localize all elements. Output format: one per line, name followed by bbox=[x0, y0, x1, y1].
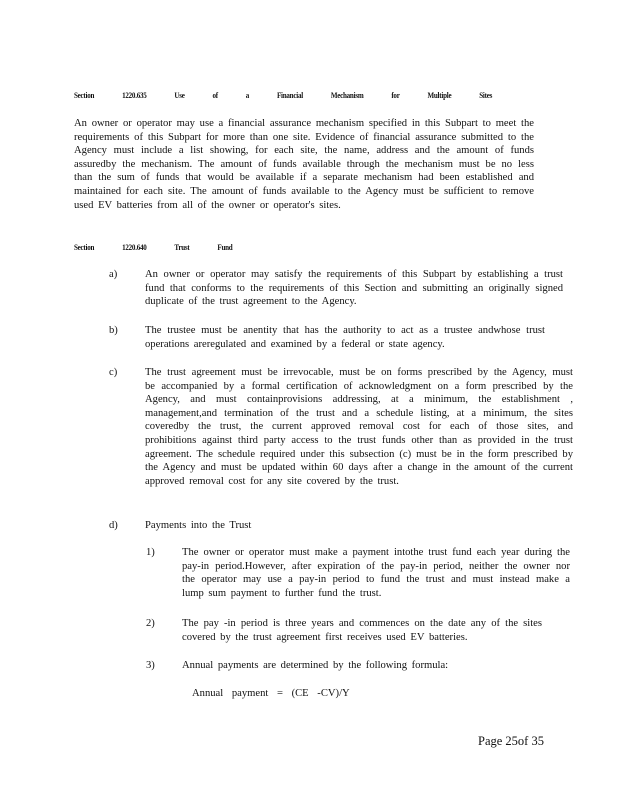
subsection-d-3 bbox=[146, 659, 542, 673]
subsection-c bbox=[109, 366, 573, 488]
heading-word: for bbox=[391, 90, 400, 100]
section-1220-640-heading bbox=[74, 242, 260, 252]
heading-word: Use bbox=[174, 90, 185, 100]
heading-word: Section bbox=[74, 90, 95, 100]
heading-section-number: 1220.640 bbox=[122, 242, 147, 252]
heading-word: a bbox=[245, 90, 250, 100]
subsection-d-label: d) bbox=[109, 520, 118, 531]
heading-word: Multiple bbox=[427, 90, 452, 100]
subsection-a-label: a) bbox=[109, 269, 118, 280]
subsection-a bbox=[109, 268, 563, 309]
annual-payment-formula: Annual payment = (CE -CV)/Y bbox=[192, 688, 350, 699]
subsection-d-title: Payments into the Trust bbox=[145, 520, 252, 531]
heading-word: of bbox=[212, 90, 218, 100]
subsection-d-2-label: 2) bbox=[146, 618, 155, 629]
subsection-b-label: b) bbox=[109, 325, 118, 336]
section-1220-635-paragraph: An owner or operator may use a financial assurance mechanism specified in this Subpart to meet the requirements of this Subpart for more than one site. Evidence of financial assurance submitted to the Agency must include a list showing, for each site, the name, address and the amount of funds assuredby the mechanism. The amount of funds available through the mechanism must be no less than the sum of funds that would be available if a separate mechanism had been established and maintained for each site. The amount of funds available to the Agency must be sufficient to remove used EV batteries from all of the owner or operator's sites. bbox=[74, 118, 534, 211]
subsection-c-text: The trust agreement must be irrevocable, must be on forms prescribed by the Agency, must be accompanied by a formal certification of acknowledgment on a form prescribed by the Agency, and must containprovisions addressing, at a minimum, the establishment , management,and termination of the trust and a schedule listing, at a minimum, the sites coveredby the trust, the current approved removal cost for each of those sites, and prohibitions against third party access to the trust funds other than as provided in the trust agreement. The schedule required under this subsection (c) must be in the form prescribed by the Agency and must be updated within 60 days after a change in the amount of the current approved removal cost for any site covered by the trust. bbox=[145, 367, 573, 487]
subsection-d-3-text: Annual payments are determined by the following formula: bbox=[182, 660, 449, 671]
subsection-d-1-text: The owner or operator must make a payment intothe trust fund each year during the pay-in period.However, after expiration of the pay-in period, neither the owner nor the operator may use a pay-in period to fund the trust and must instead make a lump sum payment to further fund the trust. bbox=[182, 547, 570, 599]
heading-word: Section bbox=[74, 242, 95, 252]
section-1220-635-heading bbox=[74, 90, 520, 100]
subsection-d bbox=[109, 519, 445, 533]
heading-word: Sites bbox=[479, 90, 493, 100]
subsection-b-text: The trustee must be anentity that has the authority to act as a trustee andwhose trust operations areregulated and examined by a federal or state agency. bbox=[145, 325, 545, 350]
heading-word: Financial bbox=[276, 90, 303, 100]
heading-section-number: 1220.635 bbox=[122, 90, 147, 100]
subsection-d-1 bbox=[146, 546, 570, 600]
heading-word: Fund bbox=[217, 242, 233, 252]
subsection-c-label: c) bbox=[109, 367, 118, 378]
subsection-d-2 bbox=[146, 617, 542, 644]
subsection-d-3-label: 3) bbox=[146, 660, 155, 671]
subsection-a-text: An owner or operator may satisfy the requirements of this Subpart by establishing a trust fund that conforms to the requirements of this Section and submitting an originally signed duplicate of the trust agreement to the Agency. bbox=[145, 269, 563, 308]
subsection-d-1-label: 1) bbox=[146, 547, 155, 558]
heading-word: Mechanism bbox=[330, 90, 364, 100]
subsection-b bbox=[109, 324, 545, 351]
heading-word: Trust bbox=[174, 242, 190, 252]
page-number: Page 25of 35 bbox=[478, 734, 544, 748]
subsection-d-2-text: The pay -in period is three years and commences on the date any of the sites covered by the trust agreement first receives used EV batteries. bbox=[182, 618, 542, 643]
